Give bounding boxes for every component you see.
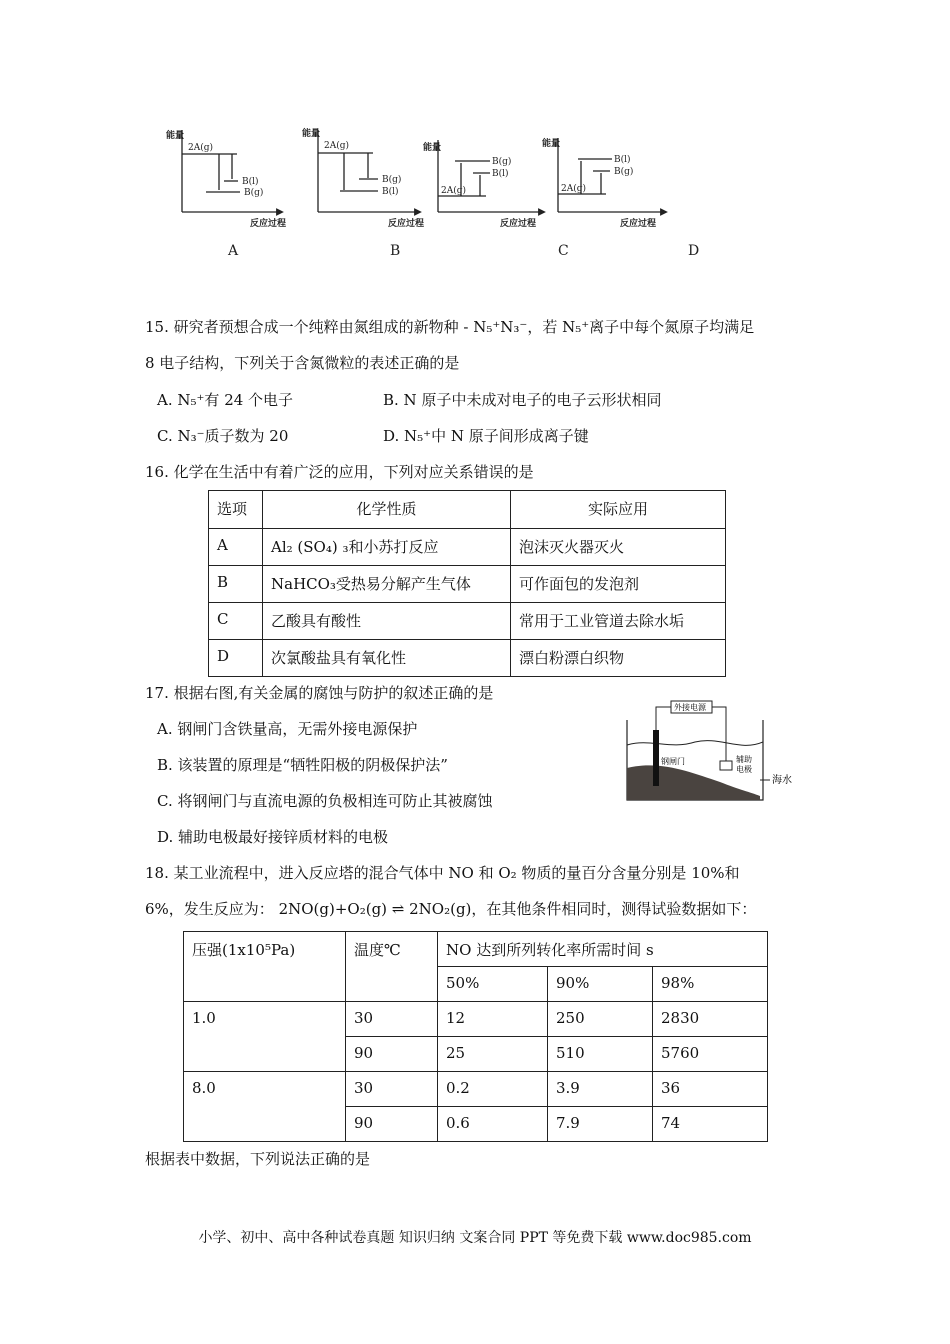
q17-option-a: A. 钢闸门含铁量高，无需外接电源保护 bbox=[157, 720, 418, 738]
cell: 74 bbox=[653, 1107, 768, 1142]
header-cell: 98% bbox=[653, 967, 768, 1002]
q16-stem: 16. 化学在生活中有着广泛的应用，下列对应关系错误的是 bbox=[145, 463, 534, 481]
cell: 36 bbox=[653, 1072, 768, 1107]
q16-table bbox=[208, 490, 726, 677]
q18-followup: 根据表中数据，下列说法正确的是 bbox=[145, 1150, 371, 1168]
q15-stem: 8 电子结构，下列关于含氮微粒的表述正确的是 bbox=[145, 354, 460, 372]
cell: NaHCO₃受热易分解产生气体 bbox=[263, 566, 511, 603]
panel-label: B bbox=[390, 243, 401, 259]
cell: 0.2 bbox=[438, 1072, 548, 1107]
cell: 次氯酸盐具有氧化性 bbox=[263, 640, 511, 677]
level-label: 2A(g) bbox=[324, 141, 350, 151]
seawater-label: 海水 bbox=[772, 775, 792, 786]
cell: A bbox=[209, 529, 263, 566]
cell: D bbox=[209, 640, 263, 677]
power-label: 外接电源 bbox=[674, 703, 706, 712]
cell: 可作面包的发泡剂 bbox=[511, 566, 726, 603]
q18-stem: 18. 某工业流程中，进入反应塔的混合气体中 NO 和 O₂ 物质的量百分含量分别是 10%和 bbox=[145, 864, 740, 882]
cell: 0.6 bbox=[438, 1107, 548, 1142]
energy-diagrams bbox=[150, 110, 800, 270]
header-cell: 选项 bbox=[209, 491, 263, 529]
level-label: 2A(g) bbox=[561, 184, 587, 194]
cell: 90 bbox=[346, 1037, 438, 1072]
q18-table bbox=[183, 931, 768, 1142]
level-label: B(l) bbox=[492, 169, 509, 179]
q15-stem: 15. 研究者预想合成一个纯粹由氮组成的新物种 - N₅⁺N₃⁻，若 N₅⁺离子中每个氮原子均满足 bbox=[145, 318, 755, 336]
q17-option-c: C. 将钢闸门与直流电源的负极相连可防止其被腐蚀 bbox=[157, 792, 493, 810]
cell: 常用于工业管道去除水垢 bbox=[511, 603, 726, 640]
y-axis-label: 能量 bbox=[542, 139, 561, 149]
table-row bbox=[209, 529, 726, 566]
cell: 5760 bbox=[653, 1037, 768, 1072]
cell: 乙酸具有酸性 bbox=[263, 603, 511, 640]
cell: 泡沫灭火器灭火 bbox=[511, 529, 726, 566]
y-axis-label: 能量 bbox=[423, 143, 442, 153]
y-axis-label: 能量 bbox=[302, 129, 321, 139]
cell: Al₂ (SO₄) ₃和小苏打反应 bbox=[263, 529, 511, 566]
cell: C bbox=[209, 603, 263, 640]
header-cell: 化学性质 bbox=[263, 491, 511, 529]
header-cell: 50% bbox=[438, 967, 548, 1002]
q15-option-a: A. N₅⁺有 24 个电子 bbox=[157, 391, 294, 409]
cell: 12 bbox=[438, 1002, 548, 1037]
header-cell: 温度℃ bbox=[346, 932, 438, 1002]
cell: 30 bbox=[346, 1002, 438, 1037]
corrosion-protection-figure bbox=[600, 690, 820, 810]
footer-text: 小学、初中、高中各种试卷真题 知识归纳 文案合同 PPT 等免费下载 www.doc985.com bbox=[198, 1230, 752, 1246]
cell: B bbox=[209, 566, 263, 603]
level-label: B(l) bbox=[382, 187, 399, 197]
level-label: B(l) bbox=[614, 155, 631, 165]
level-label: B(g) bbox=[382, 175, 402, 185]
q17-option-d: D. 辅助电极最好接锌质材料的电极 bbox=[157, 828, 389, 846]
level-label: 2A(g) bbox=[441, 186, 467, 196]
table-row bbox=[184, 1072, 768, 1107]
cell: 25 bbox=[438, 1037, 548, 1072]
table-row bbox=[184, 1002, 768, 1037]
cell: 250 bbox=[548, 1002, 653, 1037]
panel-label: D bbox=[688, 243, 700, 259]
level-label: 2A(g) bbox=[188, 143, 214, 153]
cell: 2830 bbox=[653, 1002, 768, 1037]
q15-option-d: D. N₅⁺中 N 原子间形成离子键 bbox=[383, 427, 589, 445]
header-cell: NO 达到所列转化率所需时间 s bbox=[438, 932, 768, 967]
aux-label: 电极 bbox=[736, 765, 752, 774]
q17-option-b: B. 该装置的原理是“牺牲阳极的阴极保护法” bbox=[157, 756, 448, 774]
y-axis-label: 能量 bbox=[166, 131, 185, 141]
panel-label: A bbox=[228, 243, 239, 259]
aux-label: 辅助 bbox=[736, 755, 752, 764]
level-label: B(g) bbox=[244, 188, 264, 198]
q17-stem: 17. 根据右图,有关金属的腐蚀与防护的叙述正确的是 bbox=[145, 684, 494, 702]
header-cell: 压强(1x10⁵Pa) bbox=[184, 932, 346, 1002]
cell: 1.0 bbox=[184, 1002, 346, 1072]
q18-stem: 6%，发生反应为： 2NO(g)+O₂(g) ⇌ 2NO₂(g)，在其他条件相同时，测得试验数据如下： bbox=[145, 900, 757, 918]
level-label: B(g) bbox=[492, 157, 512, 167]
x-axis-label: 反应过程 bbox=[620, 219, 657, 229]
header-cell: 90% bbox=[548, 967, 653, 1002]
cell: 7.9 bbox=[548, 1107, 653, 1142]
x-axis-label: 反应过程 bbox=[500, 219, 537, 229]
cell: 510 bbox=[548, 1037, 653, 1072]
table-row bbox=[209, 603, 726, 640]
q15-option-b: B. N 原子中未成对电子的电子云形状相同 bbox=[383, 391, 662, 409]
cell: 3.9 bbox=[548, 1072, 653, 1107]
panel-label: C bbox=[558, 243, 569, 259]
x-axis-label: 反应过程 bbox=[250, 219, 287, 229]
level-label: B(g) bbox=[614, 167, 634, 177]
table-row bbox=[209, 640, 726, 677]
header-cell: 实际应用 bbox=[511, 491, 726, 529]
cell: 30 bbox=[346, 1072, 438, 1107]
gate-label: 钢闸门 bbox=[661, 757, 685, 766]
cell: 漂白粉漂白织物 bbox=[511, 640, 726, 677]
cell: 90 bbox=[346, 1107, 438, 1142]
table-row bbox=[209, 566, 726, 603]
level-label: B(l) bbox=[242, 177, 259, 187]
x-axis-label: 反应过程 bbox=[388, 219, 425, 229]
cell: 8.0 bbox=[184, 1072, 346, 1142]
q15-option-c: C. N₃⁻质子数为 20 bbox=[157, 427, 289, 445]
